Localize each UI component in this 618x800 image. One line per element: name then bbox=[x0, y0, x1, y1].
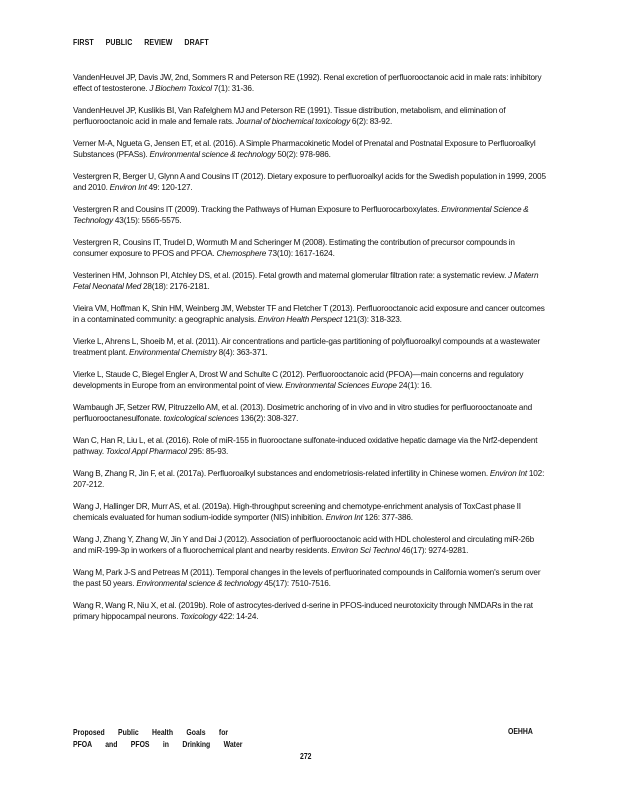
reference-item: Vierke L, Staude C, Biegel Engler A, Drost W and Schulte C (2012). Perfluorooctanoic acid (PFOA)—main concerns and regulatory developments in Europe from an environmental point of view. Environmental Sciences Europe 24(1): 16. bbox=[73, 370, 524, 391]
page-number: 272 bbox=[300, 751, 312, 761]
reference-item: VandenHeuvel JP, Davis JW, 2nd, Sommers R and Peterson RE (1992). Renal excretion of perfluorooctanoic acid in male rats: inhibitory effect of testosterone. J Biochem Toxicol 7(1): 31-36. bbox=[73, 73, 542, 94]
reference-item: Wang J, Hallinger DR, Murr AS, et al. (2019a). High-throughput screening and chemotype-enrichment analysis of ToxCast phase II chemicals evaluated for human sodium-iodide symporter (NIS) inhibition. Environ Int 126: 377-386. bbox=[73, 502, 521, 523]
footer-title-line-1: Proposed Public Health Goals for bbox=[73, 727, 229, 737]
footer-agency: OEHHA bbox=[508, 726, 533, 736]
reference-item: Vestergren R, Cousins IT, Trudel D, Wormuth M and Scheringer M (2008). Estimating the contribution of precursor compounds in consumer exposure to PFOS and PFOA. Chemosphere 73(10): 1617-1624. bbox=[73, 238, 515, 259]
draft-header: FIRST PUBLIC REVIEW DRAFT bbox=[73, 37, 209, 47]
reference-item: Vestergren R, Berger U, Glynn A and Cousins IT (2012). Dietary exposure to perfluoroalkyl acids for the Swedish population in 1999, 2005 and 2010. Environ Int 49: 120-127. bbox=[73, 172, 546, 193]
reference-item: Vieira VM, Hoffman K, Shin HM, Weinberg JM, Webster TF and Fletcher T (2013). Perfluorooctanoic acid exposure and cancer outcomes in a contaminated community: a geographic analysis. Environ Health Perspect 121(3): 318-323. bbox=[73, 304, 545, 325]
reference-item: Vestergren R and Cousins IT (2009). Tracking the Pathways of Human Exposure to Perfluorocarboxylates. Environmental Science & Technology 43(15): 5565-5575. bbox=[73, 205, 529, 226]
reference-item: Verner M-A, Ngueta G, Jensen ET, et al. (2016). A Simple Pharmacokinetic Model of Prenatal and Postnatal Exposure to Perfluoroalkyl Substances (PFASs). Environmental science & technology 50(2): 978-986. bbox=[73, 139, 536, 160]
reference-item: Wang J, Zhang Y, Zhang W, Jin Y and Dai J (2012). Association of perfluorooctanoic acid with HDL cholesterol and circulating miR-26b and miR-199-3p in workers of a fluorochemical plant and nearby residents. Environ Sci Technol 46(17): 9274-9281. bbox=[73, 535, 535, 556]
reference-item: Wang R, Wang R, Niu X, et al. (2019b). Role of astrocytes-derived d-serine in PFOS-induced neurotoxicity through NMDARs in the rat primary hippocampal neurons. Toxicology 422: 14-24. bbox=[73, 601, 533, 622]
footer-document-title bbox=[73, 726, 242, 750]
reference-item: Vesterinen HM, Johnson PI, Atchley DS, et al. (2015). Fetal growth and maternal glomerular filtration rate: a systematic review. J Matern Fetal Neonatal Med 28(18): 2176-2181. bbox=[73, 271, 539, 292]
reference-item: Wang M, Park J-S and Petreas M (2011). Temporal changes in the levels of perfluorinated compounds in California women's serum over the past 50 years. Environmental science & technology 45(17): 7510-7516. bbox=[73, 568, 541, 589]
reference-item: Wan C, Han R, Liu L, et al. (2016). Role of miR-155 in fluorooctane sulfonate-induced oxidative hepatic damage via the Nrf2-dependent pathway. Toxicol Appl Pharmacol 295: 85-93. bbox=[73, 436, 538, 457]
reference-list bbox=[73, 72, 548, 633]
reference-item: Vierke L, Ahrens L, Shoeib M, et al. (2011). Air concentrations and particle-gas partitioning of polyfluoroalkyl compounds at a wastewater treatment plant. Environmental Chemistry 8(4): 363-371. bbox=[73, 337, 541, 358]
footer-title-line-2: PFOA and PFOS in Drinking Water bbox=[73, 739, 243, 749]
reference-item: Wang B, Zhang R, Jin F, et al. (2017a). Perfluoroalkyl substances and endometriosis-related infertility in Chinese women. Environ Int 102: 207-212. bbox=[73, 469, 545, 490]
reference-item: Wambaugh JF, Setzer RW, Pitruzzello AM, et al. (2013). Dosimetric anchoring of in vivo and in vitro studies for perfluorooctanoate and perfluorooctanesulfonate. toxicological sciences 136(2): 308-327. bbox=[73, 403, 533, 424]
reference-item: VandenHeuvel JP, Kuslikis BI, Van Rafelghem MJ and Peterson RE (1991). Tissue distribution, metabolism, and elimination of perfluorooctanoic acid in male and female rats. Journal of biochemical toxicology 6(2): 83-92. bbox=[73, 106, 506, 127]
